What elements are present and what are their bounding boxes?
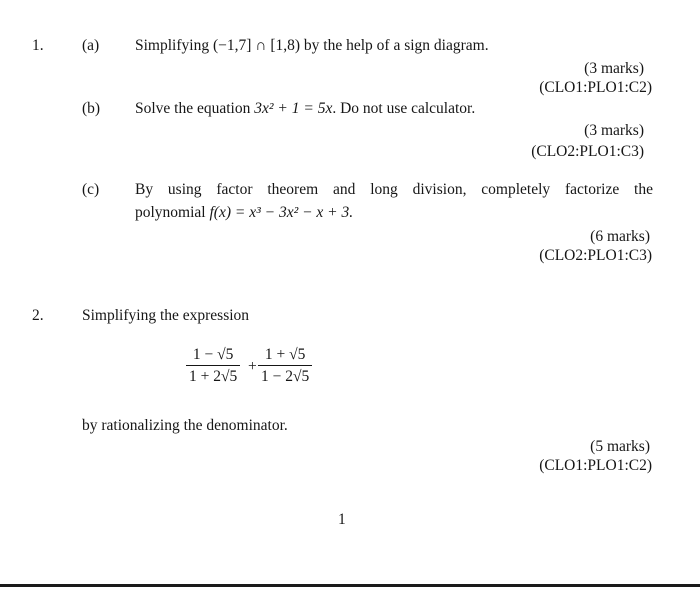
fraction-1-numerator: 1 − √5	[192, 346, 234, 363]
part-b-text	[135, 100, 475, 118]
fraction-2	[258, 346, 312, 386]
part-a-text-pre: Simplifying	[135, 37, 213, 54]
part-c-clo: (CLO2:PLO1:C3)	[539, 247, 652, 264]
part-a-math: (−1,7] ∩ [1,8)	[212, 37, 301, 54]
part-c-marks: (6 marks)	[590, 228, 650, 245]
page-number: 1	[338, 511, 346, 528]
part-b-text-post: . Do not use calculator.	[332, 100, 476, 117]
question-2-outro: by rationalizing the denominator.	[82, 417, 288, 434]
part-c-line2-pre: polynomial	[135, 204, 210, 221]
part-c-math: f(x) = x³ − 3x² − x + 3.	[209, 204, 354, 221]
fraction-1-denominator: 1 + 2√5	[186, 365, 240, 386]
question-2-marks: (5 marks)	[590, 438, 650, 455]
part-b-math: 3x² + 1 = 5x	[254, 100, 333, 117]
part-c-line1: By using factor theorem and long division, completely factorize the	[135, 181, 653, 198]
question-1-number: 1.	[32, 37, 44, 54]
part-a-text	[135, 37, 489, 55]
fraction-2-denominator: 1 − 2√5	[258, 365, 312, 386]
part-c-label: (c)	[82, 181, 100, 198]
part-b-label: (b)	[82, 100, 101, 117]
fraction-1	[186, 346, 240, 386]
bottom-rule	[0, 584, 700, 587]
part-b-text-pre: Solve the equation	[135, 100, 255, 117]
part-c-line2	[135, 204, 353, 222]
part-b-marks: (3 marks)	[584, 122, 644, 139]
plus-operator: +	[248, 358, 257, 375]
part-a-label: (a)	[82, 37, 100, 54]
part-a-text-post: by the help of a sign diagram.	[300, 37, 489, 54]
part-b-clo: (CLO2:PLO1:C3)	[531, 143, 644, 160]
part-a-marks: (3 marks)	[584, 60, 644, 77]
question-2-intro: Simplifying the expression	[82, 307, 250, 324]
question-2-clo: (CLO1:PLO1:C2)	[539, 457, 652, 474]
fraction-2-numerator: 1 + √5	[264, 346, 306, 363]
part-a-clo: (CLO1:PLO1:C2)	[539, 79, 652, 96]
question-2-number: 2.	[32, 307, 44, 324]
